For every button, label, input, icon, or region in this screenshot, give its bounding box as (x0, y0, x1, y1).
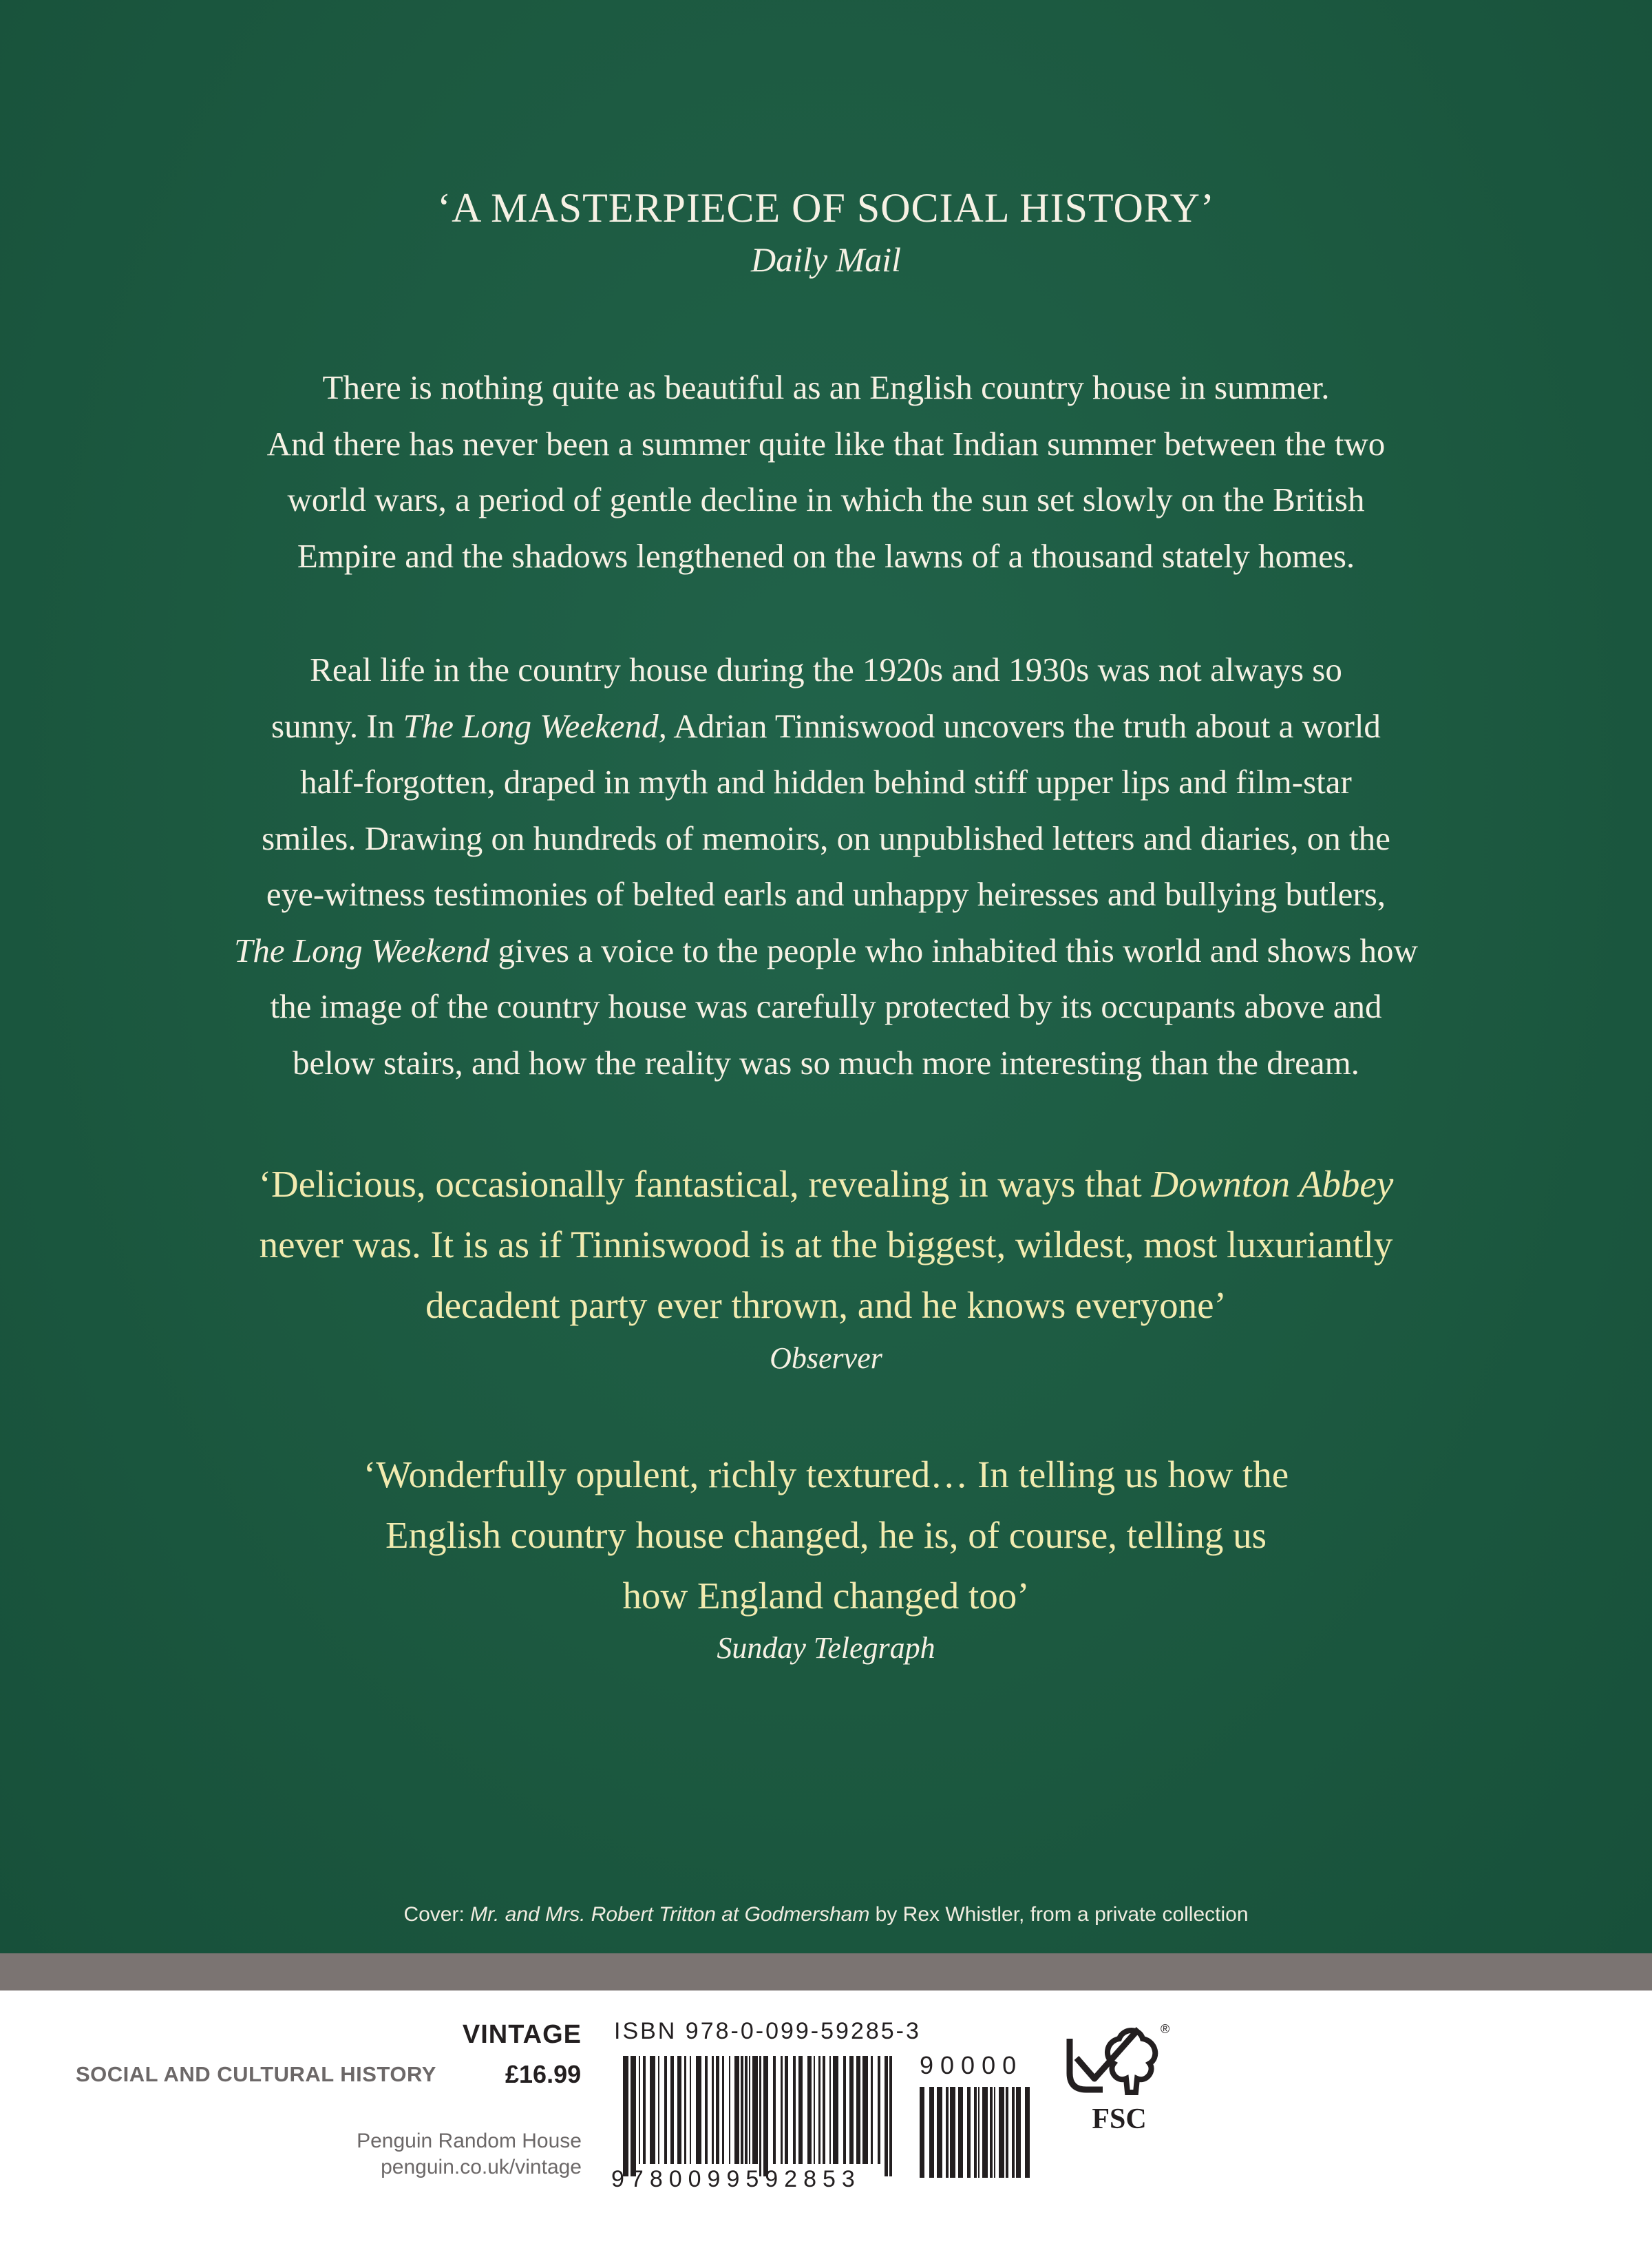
barcode-bar (1016, 2087, 1021, 2178)
barcode-bar (982, 2087, 988, 2178)
review-source-observer: Observer (770, 1341, 882, 1375)
blurb-line (206, 923, 1446, 979)
blurb-line: world wars, a period of gentle decline in which the sun set slowly on the British (287, 481, 1365, 518)
barcode-bar (885, 2056, 888, 2176)
blurb-paragraph-1 (206, 359, 1446, 584)
barcode-bar (829, 2056, 831, 2164)
isbn-label: ISBN 978-0-099-59285-3 (614, 2018, 921, 2044)
barcode-bar (974, 2087, 977, 2178)
ean-barcode (623, 2056, 895, 2176)
blurb-line: And there has never been a summer quite like that Indian summer between the two (266, 424, 1386, 463)
barcode-bar (712, 2056, 714, 2164)
blurb-text: sunny. In (271, 706, 403, 745)
review-source-telegraph: Sunday Telegraph (717, 1631, 935, 1665)
barcode-bar (623, 2056, 628, 2176)
barcode-bar (999, 2087, 1004, 2178)
barcode-bar (759, 2056, 761, 2176)
barcode-digits: 9780099592853 (611, 2166, 861, 2192)
barcode-bar (946, 2087, 949, 2178)
barcode-bar (967, 2087, 971, 2178)
barcode-bar (785, 2056, 788, 2164)
barcode-bar (670, 2056, 674, 2164)
addon-barcode (920, 2087, 1030, 2190)
barcode-bar (741, 2056, 743, 2164)
publisher-name: Penguin Random House (357, 2130, 582, 2152)
publisher-website: penguin.co.uk/vintage (381, 2156, 582, 2178)
credit-prefix: Cover: (403, 1903, 471, 1926)
barcode-bar (856, 2056, 860, 2164)
fsc-checkmark-icon (1070, 2039, 1103, 2090)
barcode-bar (889, 2056, 892, 2176)
barcode-bar (639, 2056, 640, 2164)
headline-quote: ‘A MASTERPIECE OF SOCIAL HISTORY’ (437, 185, 1215, 231)
addon-digits: 90000 (920, 2051, 1024, 2079)
blurb-text: gives a voice to the people who inhabited this world and shows how (489, 931, 1418, 969)
review-quote-observer (138, 1154, 1514, 1336)
barcode-bar (773, 2056, 776, 2164)
barcode-bar (920, 2087, 924, 2178)
blurb-text: Adrian Tinniswood uncovers the truth about a world (666, 706, 1381, 745)
barcode-bar (781, 2056, 783, 2164)
barcode-bar (722, 2056, 724, 2164)
blurb-paragraph-2 (206, 642, 1446, 1091)
cover-credit (0, 1903, 1652, 1926)
quote-line: ‘Wonderfully opulent, richly textured… In telling us how the (363, 1453, 1289, 1495)
barcode-bar (643, 2056, 646, 2164)
quote-line: never was. It is as if Tinniswood is at the biggest, wildest, most luxuriantly (259, 1223, 1393, 1265)
barcode-bar (793, 2056, 796, 2164)
barcode-bar (650, 2056, 655, 2164)
barcode-bar (749, 2056, 750, 2164)
grey-divider-band (0, 1953, 1652, 1990)
barcode-bar (878, 2056, 880, 2164)
barcode-bar (958, 2087, 963, 2178)
barcode-footer (0, 1990, 1652, 2248)
quote-line: decadent party ever thrown, and he knows everyone’ (425, 1284, 1227, 1326)
blurb-line: half-forgotten, draped in myth and hidden behind stiff upper lips and film-star (300, 763, 1352, 801)
registered-mark: ® (1161, 2022, 1170, 2036)
review-quote-telegraph (138, 1445, 1514, 1626)
barcode-bar (994, 2087, 995, 2178)
blurb-line: Real life in the country house during the 1920s and 1930s was not always so (310, 651, 1342, 689)
barcode-bar (950, 2087, 955, 2178)
barcode-bar (814, 2056, 815, 2164)
show-title-italic: Downton Abbey (1151, 1163, 1394, 1205)
barcode-bar (823, 2056, 825, 2164)
imprint-name: VINTAGE (462, 2020, 582, 2049)
painting-title: Mr. and Mrs. Robert Tritton at Godmersham (470, 1903, 870, 1926)
barcode-bar (818, 2056, 820, 2164)
quote-line: how England changed too’ (622, 1575, 1030, 1617)
blurb-line: the image of the country house was carefully protected by its occupants above and (270, 987, 1382, 1025)
barcode-bar (745, 2056, 748, 2164)
blurb-line: smiles. Drawing on hundreds of memoirs, on unpublished letters and diaries, on the (262, 819, 1390, 857)
barcode-bar (937, 2087, 942, 2178)
barcode-bar (929, 2087, 934, 2178)
book-title-italic: The Long Weekend, (403, 706, 667, 745)
barcode-bar (631, 2056, 636, 2176)
blurb-line: below stairs, and how the reality was so much more interesting than the dream. (293, 1043, 1359, 1082)
barcode-bar (849, 2056, 854, 2164)
genre-label: SOCIAL AND CULTURAL HISTORY (76, 2062, 436, 2086)
barcode-bar (1006, 2087, 1008, 2178)
barcode-bar (752, 2056, 758, 2164)
barcode-bar (696, 2056, 701, 2164)
blurb-line: There is nothing quite as beautiful as an English country house in summer. (322, 368, 1330, 406)
barcode-bar (705, 2056, 708, 2164)
blurb-line: Empire and the shadows lengthened on the lawns of a thousand stately homes. (297, 536, 1355, 575)
barcode-bar (763, 2056, 768, 2176)
barcode-bar (1012, 2087, 1015, 2178)
barcode-bar (862, 2056, 868, 2164)
barcode-bar (807, 2056, 812, 2164)
book-title-italic: The Long Weekend (234, 931, 490, 969)
barcode-bar (677, 2056, 681, 2164)
barcode-bar (798, 2056, 803, 2164)
blurb-line (206, 698, 1446, 755)
barcode-bar (734, 2056, 739, 2164)
barcode-bar (871, 2056, 873, 2164)
barcode-bar (833, 2056, 838, 2164)
credit-suffix: by Rex Whistler, from a private collection (869, 1903, 1249, 1926)
headline-source: Daily Mail (750, 240, 902, 279)
quote-line (138, 1154, 1514, 1215)
barcode-bar (658, 2056, 659, 2164)
fsc-label: FSC (1092, 2103, 1147, 2135)
fsc-logo (1056, 2018, 1173, 2135)
price-label: £16.99 (505, 2060, 582, 2088)
quote-line: English country house changed, he is, of course, telling us (385, 1514, 1267, 1556)
barcode-bar (690, 2056, 691, 2164)
barcode-bar (978, 2087, 979, 2178)
barcode-bar (843, 2056, 846, 2164)
barcode-bar (684, 2056, 686, 2164)
barcode-bar (729, 2056, 730, 2164)
barcode-bar (664, 2056, 667, 2164)
quote-text: ‘Delicious, occasionally fantastical, revealing in ways that (258, 1163, 1152, 1205)
barcode-bar (1025, 2087, 1030, 2178)
barcode-bar (716, 2056, 719, 2164)
blurb-line: eye-witness testimonies of belted earls and unhappy heiresses and bullying butlers, (266, 875, 1386, 913)
barcode-bar (990, 2087, 993, 2178)
